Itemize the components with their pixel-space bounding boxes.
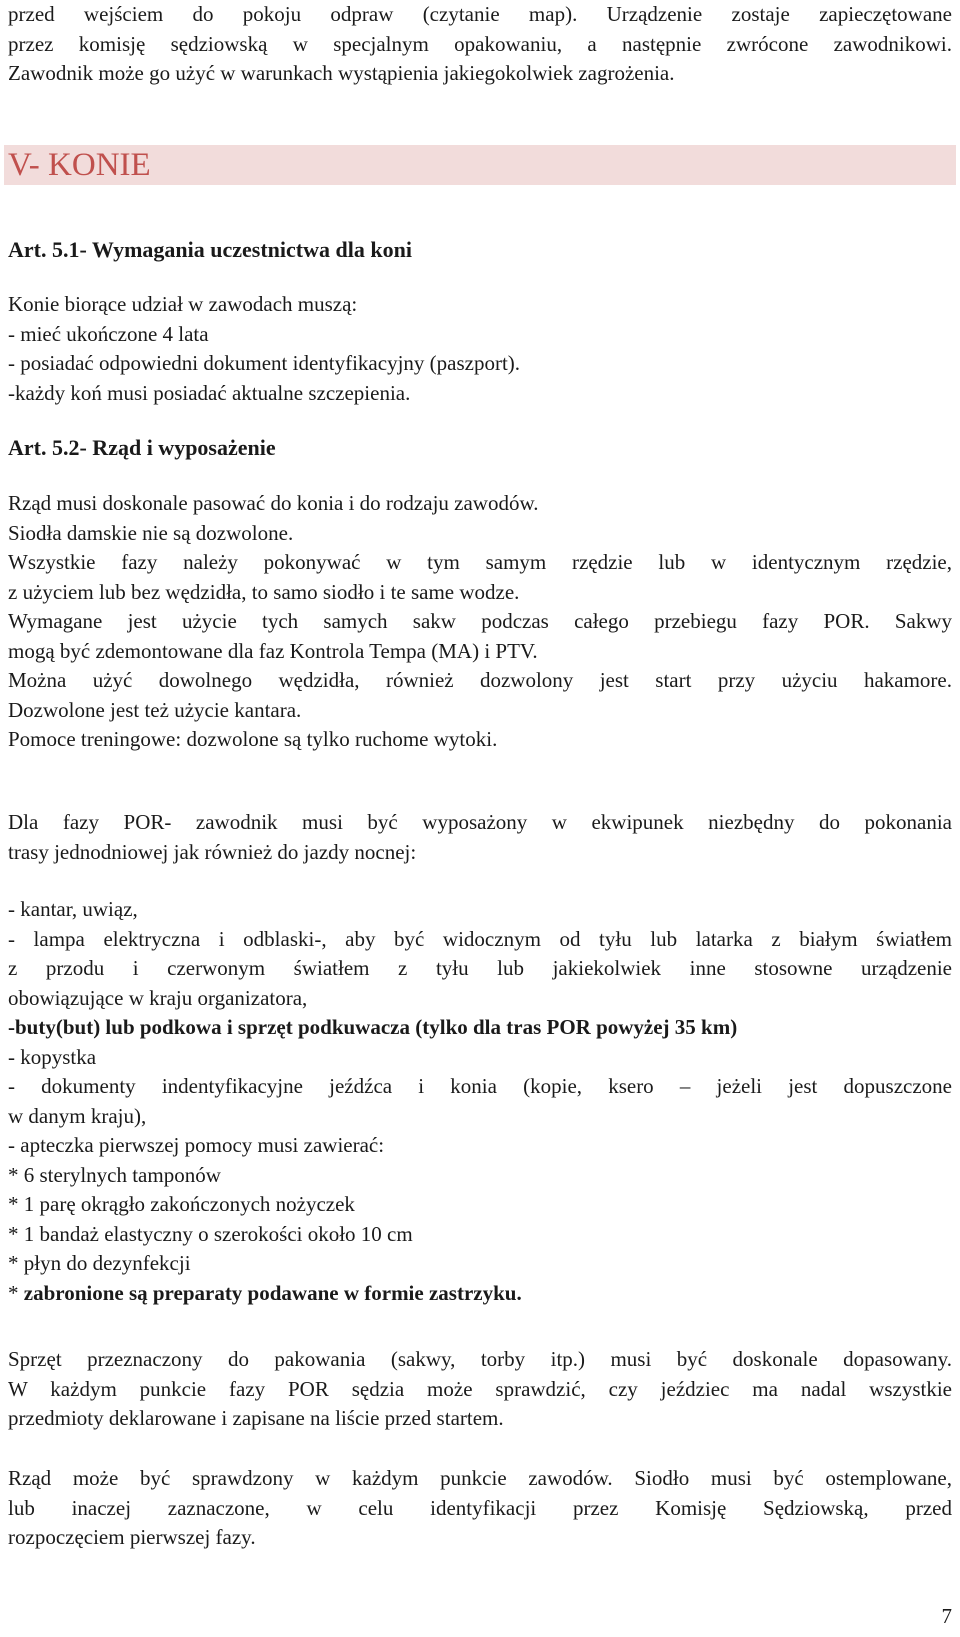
bold-warning: zabronione są preparaty podawane w formie zastrzyku. xyxy=(23,1280,522,1305)
section-title: V- KONIE xyxy=(8,147,151,183)
text-line: z użyciem lub bez wędzidła, to samo siodło i te same wodze. xyxy=(8,579,520,604)
por-paragraph xyxy=(8,808,952,867)
text-line: Można użyć dowolnego wędzidła, również dozwolony jest start przy użyciu hakamore. xyxy=(8,668,952,692)
article-5-1-body xyxy=(8,290,952,408)
text-line: przed wejściem do pokoju odpraw (czytanie map). Urządzenie zostaje zapieczętowane xyxy=(8,2,952,26)
packing-paragraph xyxy=(8,1345,952,1434)
list-item: * 1 bandaż elastyczny o szerokości około 10 cm xyxy=(8,1221,413,1246)
list-item: - kantar, uwiąz, xyxy=(8,897,138,921)
text-line: - mieć ukończone 4 lata xyxy=(8,321,209,346)
equipment-list xyxy=(8,895,952,1308)
list-item: - apteczka pierwszej pomocy musi zawierać: xyxy=(8,1133,385,1157)
text-line: - posiadać odpowiedni dokument identyfikacyjny (paszport). xyxy=(8,351,521,375)
list-item: z przodu i czerwonym światłem z tyłu lub jakiekolwiek inne stosowne urządzenie xyxy=(8,956,952,980)
text-line: Dla fazy POR- zawodnik musi być wyposażony w ekwipunek niezbędny do pokonania xyxy=(8,810,952,834)
saddle-paragraph xyxy=(8,1464,952,1553)
list-item: * płyn do dezynfekcji xyxy=(8,1251,191,1275)
text-line: Siodła damskie nie są dozwolone. xyxy=(8,520,294,545)
list-item: - dokumenty indentyfikacyjne jeźdźca i konia (kopie, ksero – jeżeli jest dopuszczone xyxy=(8,1074,952,1098)
text-line: Konie biorące udział w zawodach muszą: xyxy=(8,292,358,316)
text-line: Rząd może być sprawdzony w każdym punkcie zawodów. Siodło musi być ostemplowane, xyxy=(8,1466,952,1490)
bullet: * xyxy=(8,1280,24,1305)
text-line: Sprzęt przeznaczony do pakowania (sakwy, torby itp.) musi być doskonale dopasowany. xyxy=(8,1347,952,1371)
list-item: -buty(but) lub podkowa i sprzęt podkuwacza (tylko dla tras POR powyżej 35 km) xyxy=(8,1015,738,1039)
text-line: -każdy koń musi posiadać aktualne szczepienia. xyxy=(8,380,411,405)
text-line: Pomoce treningowe: dozwolone są tylko ruchome wytoki. xyxy=(8,727,498,751)
text-line: trasy jednodniowej jak również do jazdy nocnej: xyxy=(8,839,417,864)
text-line: Rząd musi doskonale pasować do konia i do rodzaju zawodów. xyxy=(8,491,539,515)
text-line: mogą być zdemontowane dla faz Kontrola Tempa (MA) i PTV. xyxy=(8,638,538,663)
list-item: obowiązujące w kraju organizatora, xyxy=(8,985,308,1010)
text-line: Zawodnik może go użyć w warunkach wystąpienia jakiegokolwiek zagrożenia. xyxy=(8,61,675,85)
list-item xyxy=(8,1279,952,1309)
text-line: przedmioty deklarowane i zapisane na liście przed startem. xyxy=(8,1406,504,1430)
text-line: Wszystkie fazy należy pokonywać w tym samym rzędzie lub w identycznym rzędzie, xyxy=(8,550,952,574)
intro-paragraph xyxy=(8,0,952,89)
text-line: Dozwolone jest też użycie kantara. xyxy=(8,697,302,722)
article-5-2-body xyxy=(8,489,952,755)
list-item: * 1 parę okrągło zakończonych nożyczek xyxy=(8,1192,355,1216)
text-line: przez komisję sędziowską w specjalnym opakowaniu, a następnie zwrócone zawodnikowi. xyxy=(8,31,952,56)
list-item: - kopystka xyxy=(8,1044,97,1069)
text-line: rozpoczęciem pierwszej fazy. xyxy=(8,1525,256,1549)
article-heading: Art. 5.2- Rząd i wyposażenie xyxy=(8,435,276,460)
list-item: w danym kraju), xyxy=(8,1103,147,1128)
page-number: 7 xyxy=(941,1604,952,1628)
text-line: lub inaczej zaznaczone, w celu identyfikacji przez Komisję Sędziowską, przed xyxy=(8,1495,952,1520)
article-heading: Art. 5.1- Wymagania uczestnictwa dla koni xyxy=(8,237,412,262)
text-line: Wymagane jest użycie tych samych sakw podczas całego przebiegu fazy POR. Sakwy xyxy=(8,609,952,633)
list-item: * 6 sterylnych tamponów xyxy=(8,1162,221,1187)
text-line: W każdym punkcie fazy POR sędzia może sprawdzić, czy jeździec ma nadal wszystkie xyxy=(8,1376,952,1401)
list-item: - lampa elektryczna i odblaski-, aby być widocznym od tyłu lub latarka z białym światłem xyxy=(8,926,952,951)
